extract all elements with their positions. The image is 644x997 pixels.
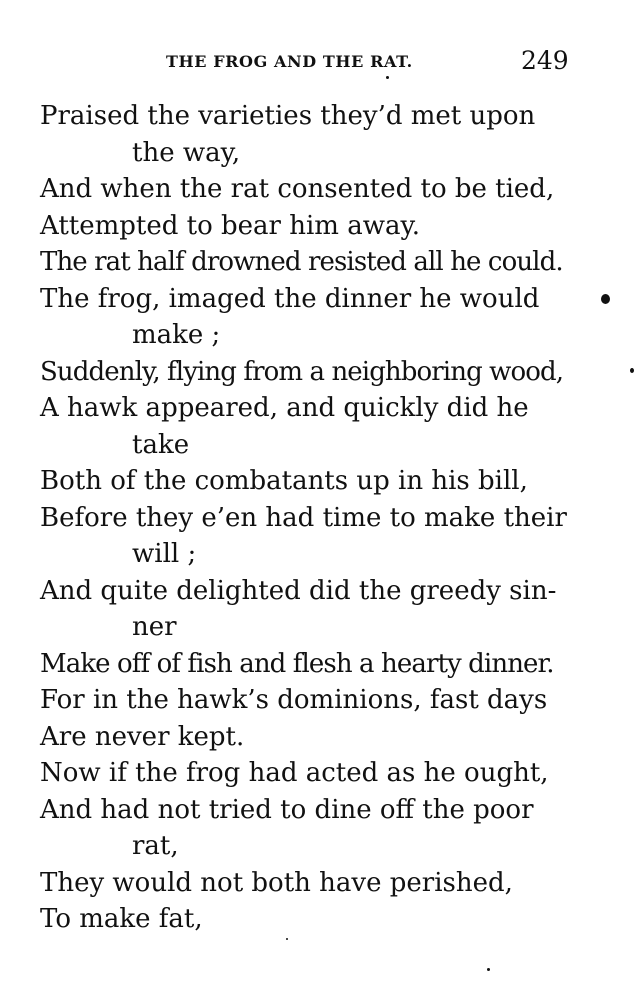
ink-speck: [487, 968, 490, 971]
poem-line: Are never kept.: [40, 721, 245, 752]
poem-line: For in the hawk’s dominions, fast days: [40, 685, 548, 715]
running-title: THE FROG AND THE RAT.: [166, 52, 413, 71]
poem-line-continuation: take: [132, 429, 190, 460]
poem-line: Suddenly, flying from a neighboring wood,: [40, 356, 564, 387]
poem-line: A hawk appeared, and quickly did he: [40, 393, 529, 423]
ink-speck: [630, 368, 634, 373]
poem-line-continuation: the way,: [132, 137, 241, 168]
ink-speck: [601, 294, 610, 304]
ink-speck: [386, 76, 389, 79]
poem-line: Praised the varieties they’d met upon: [40, 101, 536, 131]
ink-speck: [286, 938, 288, 940]
poem-line-continuation: ner: [132, 612, 177, 642]
page-number: 249: [521, 46, 569, 75]
poem-line-continuation: will ;: [132, 539, 197, 569]
poem-line: They would not both have perished,: [40, 867, 513, 898]
poem-text: [40, 98, 600, 938]
poem-line: The rat half drowned resisted all he could.: [40, 247, 563, 277]
poem-line: Now if the frog had acted as he ought,: [40, 758, 549, 788]
poem-line: And quite delighted did the greedy sin-: [40, 575, 557, 606]
poem-line: Attempted to bear him away.: [40, 210, 420, 241]
poem-line: Both of the combatants up in his bill,: [40, 466, 528, 496]
poem-line: Before they e’en had time to make their: [40, 502, 567, 533]
poem-line: The frog, imaged the dinner he would: [40, 283, 540, 314]
poem-line-continuation: rat,: [132, 831, 179, 861]
poem-line: To make fat,: [40, 904, 203, 934]
poem-line: Make off of fish and flesh a hearty dinner.: [40, 648, 554, 679]
poem-line: And had not tried to dine off the poor: [40, 794, 534, 825]
poem-line-continuation: make ;: [132, 320, 221, 350]
poem-line: And when the rat consented to be tied,: [40, 174, 555, 204]
running-head: [0, 48, 644, 78]
